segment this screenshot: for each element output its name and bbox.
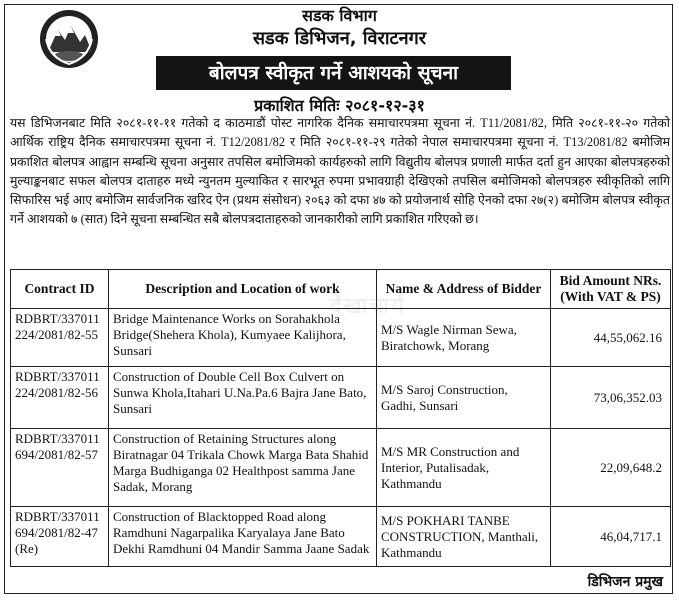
bid-amount: 73,06,352.03	[551, 367, 671, 429]
watermark: देखाचार्य	[330, 294, 406, 319]
table-row	[11, 367, 671, 429]
work-description: Bridge Maintenance Works on Sorahakhola Bridge(Shehera Khola), Kumyaee Kalijhora, Sunsari	[109, 309, 377, 367]
table-header-row	[11, 270, 671, 309]
bidder: M/S Wagle Nirman Sewa, Biratchowk, Morang	[377, 309, 551, 367]
bid-amount: 46,04,717.1	[551, 507, 671, 567]
work-description: Construction of Blacktopped Road along Ramdhuni Nagarpalika Karyalaya Jane Bato Dekhi Ramdhuni 04 Mandir Samma Jaane Sadak	[109, 507, 377, 567]
published-date: प्रकाशित मितिः २०८१-१२-३१	[254, 96, 425, 115]
contract-id: RDBRT/337011 694/2081/82-47 (Re)	[11, 507, 109, 567]
bidder: M/S POKHARI TANBE CONSTRUCTION, Manthali, Kathmandu	[377, 507, 551, 567]
department-name: सडक विभाग	[302, 6, 377, 25]
division-name: सडक डिभिजन, विराटनगर	[252, 28, 427, 49]
header-bid-amount: Bid Amount NRs. (With VAT & PS)	[551, 270, 671, 309]
header-contract-id: Contract ID	[11, 270, 109, 309]
bid-amount: 22,09,648.2	[551, 429, 671, 507]
bidder: M/S Saroj Construction, Gadhi, Sunsari	[377, 367, 551, 429]
header-description: Description and Location of work	[109, 270, 377, 309]
table-row	[11, 309, 671, 367]
contract-id: RDBRT/337011 694/2081/82-57	[11, 429, 109, 507]
bidder: M/S MR Construction and Interior, Putalisadak, Kathmandu	[377, 429, 551, 507]
contract-id: RDBRT/337011 224/2081/82-56	[11, 367, 109, 429]
notice-title: बोलपत्र स्वीकृत गर्ने आशयको सूचना	[156, 56, 511, 90]
work-description: Construction of Retaining Structures along Biratnagar 04 Trikala Chowk Marga Bata Shahid Marga Budhiganga 02 Healthpost samma Jane Sadak, Morang	[109, 429, 377, 507]
notice-body: यस डिभिजनबाट मिति २०८१-११-११ गतेको द काठमाडौं पोस्ट नागरिक दैनिक समाचारपत्रमा सूचना नं. T11/2081/82, मिति २०८१-११-२० गतेको आर्थिक राष्ट्रिय दैनिक समाचारपत्रमा सूचना नं. T12/2081/82 र मिति २०८१-११-२९ गतेको नेपाल समाचारपत्रमा सूचना नं. T13/2081/82 बमोजिम प्रकाशित बोलपत्र आह्वान सम्बन्धि सूचना अनुसार तपसिल बमोजिमको कार्यहरुको लागि विद्युतीय बोलपत्र प्रणाली मार्फत दर्ता हुन आएका बोलपत्रहरुको मुल्याङ्कनबाट सफल बोलपत्र दाताहरु मध्ये न्युनतम मुल्याकित र सारभूत रुपमा प्रभावग्राही देखिएको तपसिल बमोजिमको बोलपत्रहरु स्वीकृतिको लागि सिफारिस भई आए बमोजिम सार्वजनिक खरिद ऐन (प्रथम संसोधन) २०६३ को दफा ४७ को प्रयोजनार्थ सोहि ऐनको दफा २७(२) बमोजिम बोलपत्र स्वीकृत गर्ने आशयको ७ (सात) दिने सूचना सम्बन्धित सबै बोलपत्रदाताहरुको जानकारीको लागि प्रकाशित गरिएको छ।	[10, 116, 670, 227]
table-row	[11, 429, 671, 507]
bid-amount: 44,55,062.16	[551, 309, 671, 367]
table-row	[11, 507, 671, 567]
header-bidder: Name & Address of Bidder	[377, 270, 551, 309]
contract-id: RDBRT/337011 224/2081/82-55	[11, 309, 109, 367]
signature-title: डिभिजन प्रमुख	[587, 574, 663, 590]
work-description: Construction of Double Cell Box Culvert on Sunwa Khola,Itahari U.Na.Pa.6 Bajra Jane Bato, Sunsari	[109, 367, 377, 429]
contracts-table	[10, 269, 671, 567]
